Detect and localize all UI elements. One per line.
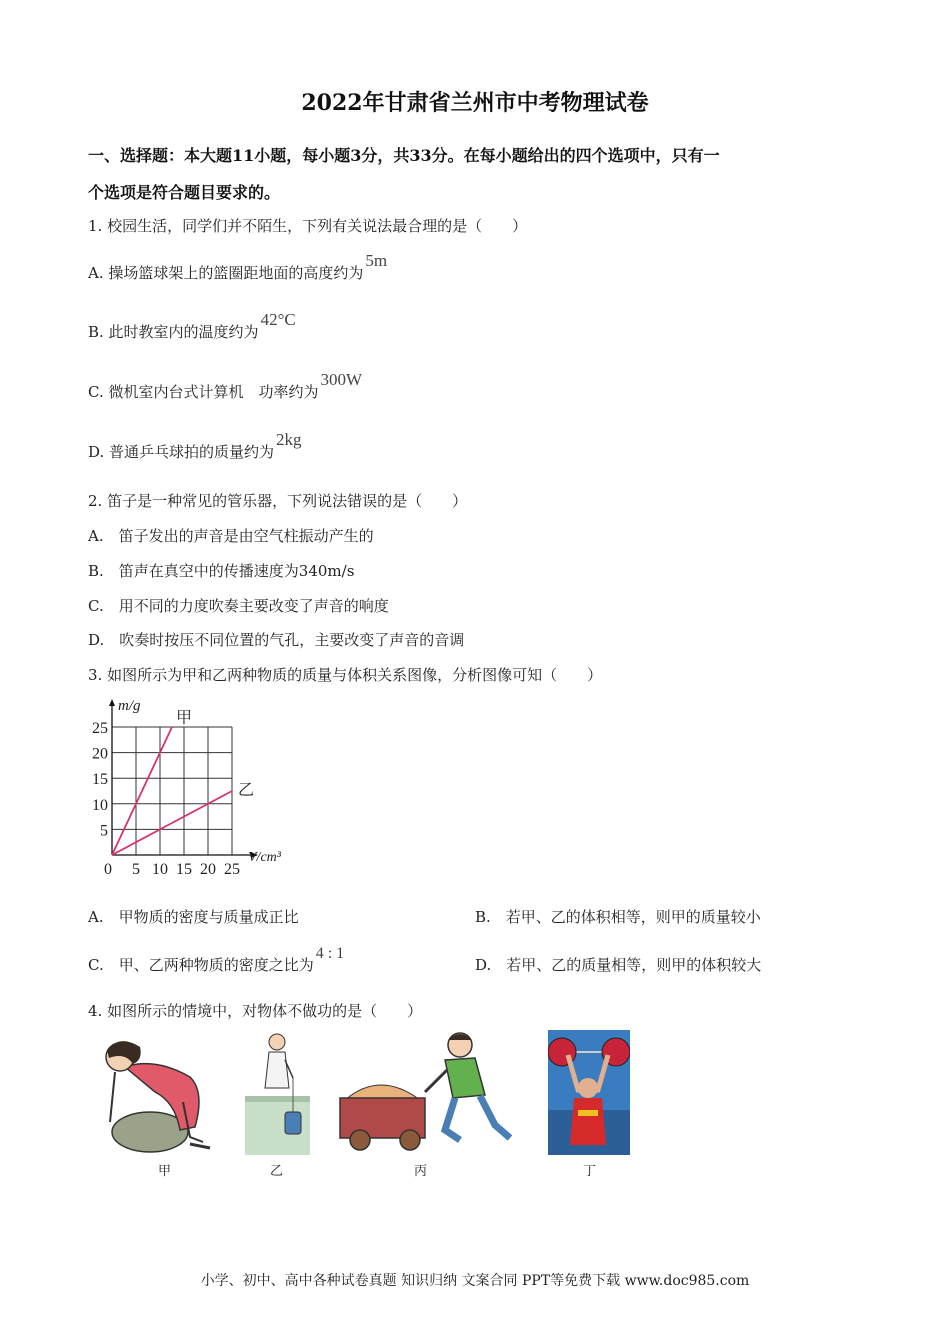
- x-tick-label: 15: [176, 861, 192, 878]
- chart-series: [112, 709, 254, 855]
- y-axis-label: m/g: [118, 698, 141, 714]
- option-text: C. 微机室内台式计算机 功率约为: [88, 383, 319, 401]
- x-tick-label: 25: [224, 861, 240, 878]
- q1-option-a: [88, 251, 388, 283]
- boy-pushing-cart-illustration: [335, 1030, 525, 1155]
- option-math: 42°C: [260, 310, 296, 329]
- x-axis-label: V/cm³: [248, 850, 281, 865]
- option-text: C. 甲、乙两种物质的密度之比为: [88, 956, 314, 974]
- option-text: B. 此时教室内的温度约为: [88, 323, 259, 341]
- q3-option-d: [475, 954, 761, 975]
- caption-jia: 甲: [158, 1164, 172, 1179]
- series-line-yi: [112, 791, 232, 855]
- x-tick-label: 20: [200, 861, 216, 878]
- q3-stem: 3. 如图所示为甲和乙两种物质的质量与体积关系图像，分析图像可知（ ）: [88, 666, 603, 684]
- series-label: 乙: [238, 782, 255, 799]
- q1-stem: 1. 校园生活，同学们并不陌生，下列有关说法最合理的是（ ）: [88, 217, 528, 235]
- q1-option-c: [88, 370, 363, 402]
- q1-option-b: [88, 310, 296, 342]
- option-math: 2kg: [276, 430, 302, 449]
- option-math: 5m: [365, 251, 388, 270]
- girl-lifting-sack-illustration: [95, 1032, 225, 1157]
- x-tick-label: 0: [104, 861, 112, 878]
- q2-option-a: A. 笛子发出的声音是由空气柱振动产生的: [88, 527, 374, 545]
- weightlifter-photo-illustration: [548, 1030, 630, 1155]
- q2-stem: 2. 笛子是一种常见的管乐器，下列说法错误的是（ ）: [88, 492, 468, 510]
- option-text: B. 若甲、乙的体积相等，则甲的质量较小: [475, 908, 761, 926]
- q2-option-d: D. 吹奏时按压不同位置的气孔，主要改变了声音的音调: [88, 631, 465, 649]
- x-tick-label: 10: [152, 861, 168, 878]
- series-label: 甲: [176, 710, 193, 727]
- y-tick-label: 10: [92, 796, 108, 814]
- x-tick-label: 5: [132, 861, 140, 878]
- section-heading-line2: 个选项是符合题目要求的。: [88, 183, 281, 202]
- page-footer: 小学、初中、高中各种试卷真题 知识归纳 文案合同 PPT等免费下载 www.doc985.com: [200, 1273, 750, 1289]
- y-tick-label: 25: [92, 720, 108, 737]
- option-text: A. 甲物质的密度与质量成正比: [88, 908, 299, 926]
- y-tick-label: 15: [92, 771, 108, 789]
- series-line-jia: [112, 727, 172, 855]
- option-text: D. 若甲、乙的质量相等，则甲的体积较大: [475, 956, 762, 974]
- option-text: D. 普通乒乓球拍的质量约为: [88, 443, 275, 461]
- mass-volume-chart: [80, 695, 320, 880]
- man-holding-bucket-illustration: [245, 1030, 310, 1155]
- caption-ding: 丁: [583, 1164, 597, 1179]
- caption-bing: 丙: [414, 1164, 428, 1179]
- y-axis-arrow: [109, 699, 115, 706]
- option-math: 300W: [320, 370, 363, 389]
- caption-yi: 乙: [270, 1164, 284, 1179]
- chart-grid: [112, 727, 232, 855]
- y-tick-label: 5: [100, 822, 108, 840]
- q3-option-a: [88, 906, 299, 927]
- q4-stem: 4. 如图所示的情境中，对物体不做功的是（ ）: [88, 1002, 423, 1020]
- q1-option-d: [88, 430, 302, 462]
- y-tick-label: 20: [92, 745, 108, 763]
- q3-option-b: [475, 906, 761, 927]
- option-math: 4 : 1: [315, 945, 345, 962]
- option-text: A. 操场篮球架上的篮圈距地面的高度约为: [88, 264, 364, 282]
- q3-option-c: [88, 945, 345, 975]
- section-heading-line1: 一、选择题：本大题11小题，每小题3分，共33分。在每小题给出的四个选项中，只有一: [88, 146, 720, 165]
- page-title: 2022年甘肃省兰州市中考物理试卷: [301, 90, 649, 116]
- q2-option-b: B. 笛声在真空中的传播速度为340m/s: [88, 562, 355, 580]
- q2-option-c: C. 用不同的力度吹奏主要改变了声音的响度: [88, 597, 389, 615]
